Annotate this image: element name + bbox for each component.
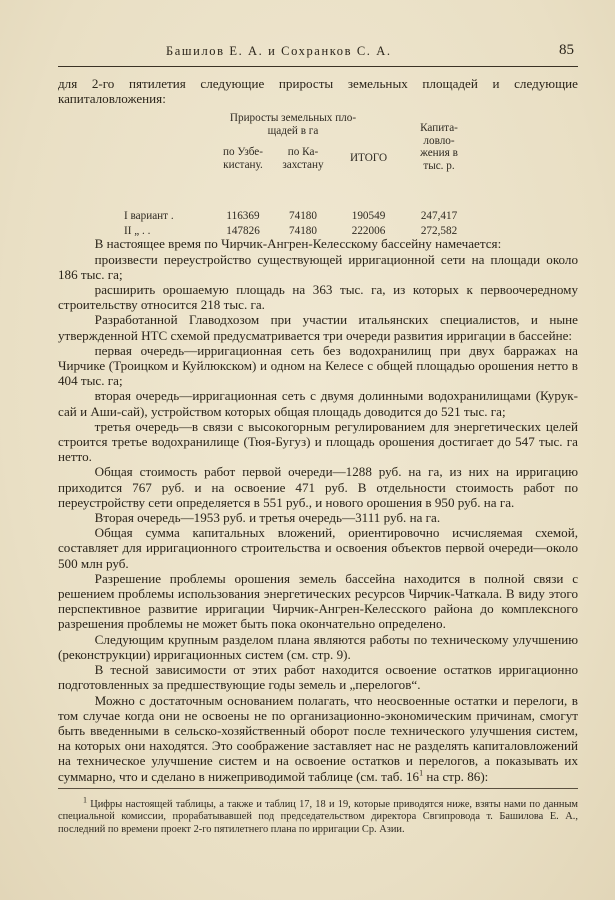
body-paragraph: Общая стоимость работ первой очереди—1288 руб. на га, из них на ирригацию приходится 767 руб. и на освоение 471 руб. В отдельности стоимость работ по переустройству сети определяется в 551 руб., и нового орошения в 950 руб. на га.: [58, 464, 578, 510]
body-paragraph-tail: на стр. 86):: [423, 768, 489, 784]
table-col-total: ИТОГО: [349, 152, 388, 165]
body-paragraph-last: [58, 693, 578, 784]
table-cell: 147826: [226, 225, 260, 238]
footnotes: [58, 788, 578, 836]
body-paragraph: произвести переустройство существующей ирригационной сети на площади около 186 тыс. га;: [58, 251, 578, 282]
table-col-capital: Капита-ловло-жения в тыс. р.: [420, 122, 458, 172]
footnote: [58, 795, 578, 836]
running-header: [58, 40, 578, 67]
body-paragraph: третья очередь—в связи с высокогорным регулированием для энергетических целей строится третье водохранилище (Тюя-Бугуз) и площадь орошения достигает до 547 тыс. га нетто.: [58, 418, 578, 465]
body-paragraph-text: Можно с достаточным основанием полагать, что неосвоенные остатки и перелоги, в том случае когда они не освоены не по организационно-экономическим причинам, смогут быть введенными в сельско-хозяйственный оборот после технического улучшения систем, на которых они находятся. Это соображение заставляет нас не разделять капиталовложений на техническое улучшение систем и на освоение остатков и перелогов, а показывать их суммарно, что и сделано в нижеприводимой таблице (см. таб. 16: [58, 692, 578, 784]
capital-investment-table: [58, 106, 578, 236]
table-cell: 247,417: [420, 210, 458, 223]
body-paragraph: Разработанной Главодхозом при участии итальянских специалистов, и ныне утвержденной НТС схемой предусматривается три очереди развития ирригации в бассейне:: [58, 312, 578, 343]
body-paragraph: вторая очередь—ирригационная сеть с двумя долинными водохранилищами (Курук-сай и Аши-сай), устройством которых общая площадь доводится до 521 тыс. га;: [58, 388, 578, 419]
body-paragraph: Общая сумма капитальных вложений, ориентировочно исчисляемая схемой, составляет для ирригационного строительства и освоения объектов первой очереди—около 500 млн руб.: [58, 525, 578, 571]
table-row-label: I вариант .: [124, 210, 174, 223]
body-paragraph: Вторая очередь—1953 руб. и третья очередь—3111 руб. на га.: [94, 510, 441, 526]
main-text: [58, 76, 578, 784]
table-col-kazakhstan: по Ка-захстану: [282, 146, 324, 171]
page-number: 85: [559, 42, 574, 58]
footnote-marker: 1: [82, 795, 87, 805]
table-cell: 74180: [289, 225, 317, 238]
table-col-uzbekistan: по Узбе-кистану.: [223, 146, 263, 171]
table-cell: 222006: [351, 225, 386, 238]
table-cell: 272,582: [420, 225, 458, 238]
table-row-label: II „ . .: [124, 225, 151, 238]
table-group-header: Приросты земельных пло-щадей в га: [229, 112, 357, 137]
table-cell: 190549: [351, 210, 386, 223]
body-paragraph: Следующим крупным разделом плана являются работы по техническому улучшению (реконструкции) ирригационных систем (см. стр. 9).: [58, 631, 578, 662]
intro-paragraph: для 2-го пятилетия следующие приросты земельных площадей и следующие капиталовложения:: [58, 76, 578, 107]
body-paragraph: расширить орошаемую площадь на 363 тыс. га, из которых к первоочередному строительству относится 218 тыс. га.: [58, 282, 578, 313]
header-authors: Башилов Е. А. и Сохранков С. А.: [166, 44, 392, 58]
body-paragraph: В настоящее время по Чирчик-Ангрен-Келесскому бассейну намечается:: [94, 236, 502, 252]
footnote-text: Цифры настоящей таблицы, а также и таблиц 17, 18 и 19, которые приводятся ниже, взяты нами по данным специальной комиссии, прорабатывавшей под председательством директора Свгипровода т. Башилова Е. А., последний по времени проект 2-го пятилетнего плана по ирригации Ср. Азии.: [58, 799, 578, 835]
body-paragraph: В тесной зависимости от этих работ находится освоение остатков ирригационно подготовленных за предшествующие годы земель и „перелогов“.: [58, 662, 578, 693]
body-paragraph: Разрешение проблемы орошения земель бассейна находится в полной связи с решением проблемы использования энергетических ресурсов Чирчик-Чаткала. В виду этого перспективное развитие ирригации Чирчик-Ангрен-Келесского района до комплексного разрешения проблемы не может быть пока окончательно определено.: [58, 570, 578, 632]
body-paragraph: первая очередь—ирригационная сеть без водохранилищ при двух барражах на Чирчике (Троицком и Куйлюкском) и одном на Келесе с общей площадью орошения нетто в 404 тыс. га;: [58, 342, 578, 389]
table-cell: 74180: [289, 210, 317, 223]
footnote-reference: 1: [419, 768, 424, 778]
table-cell: 116369: [226, 210, 260, 223]
